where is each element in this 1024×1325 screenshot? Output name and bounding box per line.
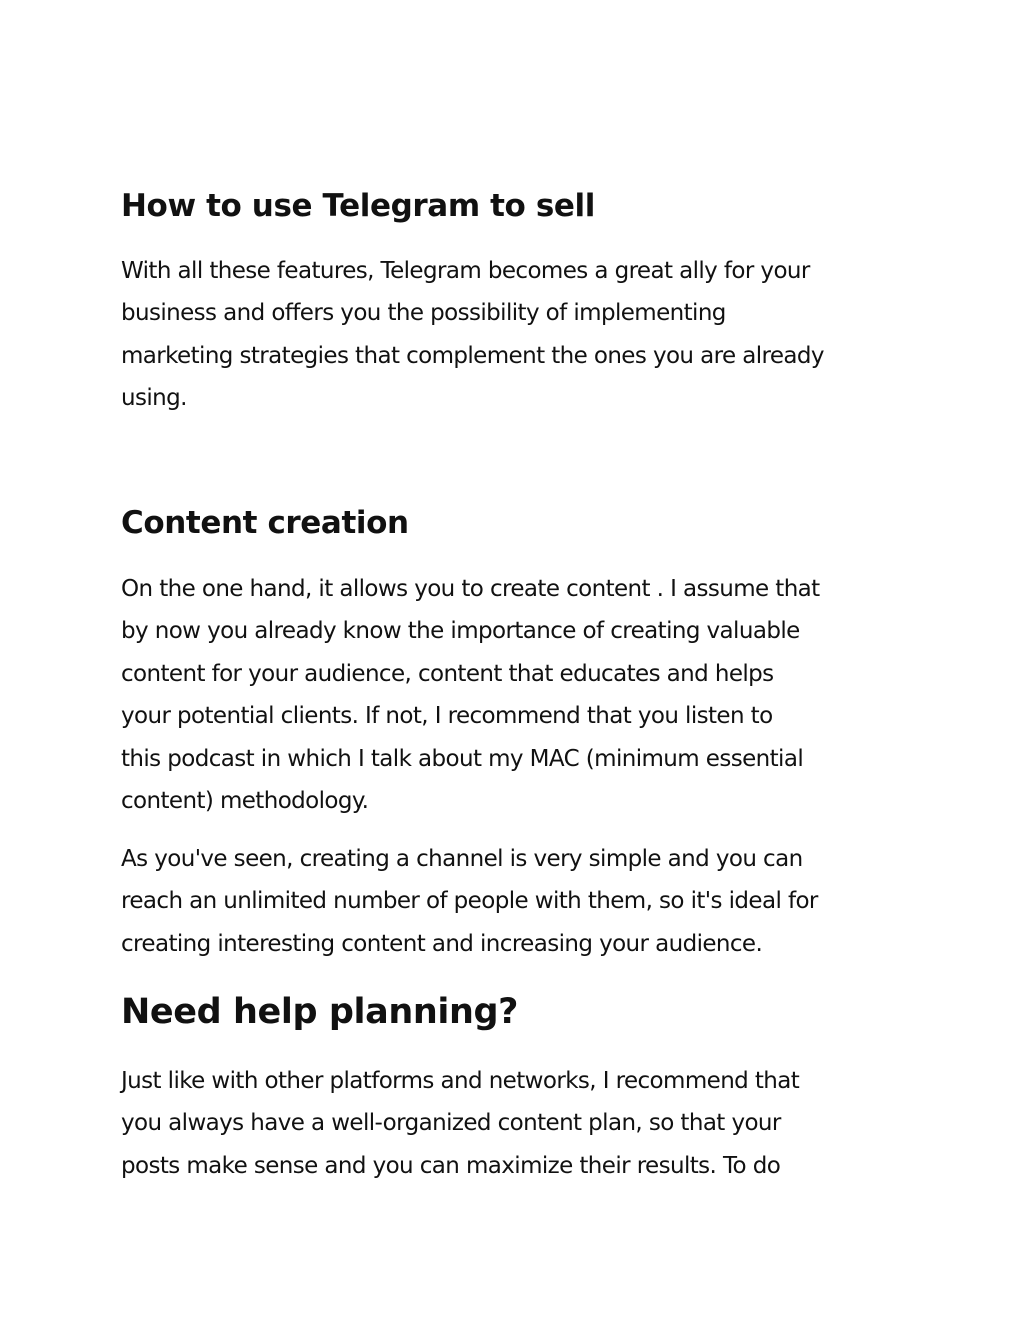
paragraph-channel-audience <box>121 838 921 965</box>
text-line: As you've seen, creating a channel is very simple and you can <box>121 846 803 872</box>
paragraph-telegram-ally <box>121 250 921 420</box>
text-line: On the one hand, it allows you to create content . I assume that <box>121 576 820 602</box>
text-line: business and offers you the possibility of implementing <box>121 300 726 327</box>
paragraph-content-plan <box>121 1060 921 1187</box>
text-line: you always have a well-organized content plan, so that your <box>121 1110 781 1137</box>
text-line: content) methodology. <box>121 788 369 815</box>
text-line: posts make sense and you can maximize their results. To do <box>121 1152 781 1179</box>
text-line: using. <box>121 385 187 412</box>
text-line: creating interesting content and increasing your audience. <box>121 930 763 957</box>
text-line: your potential clients. If not, I recommend that you listen to <box>121 703 773 730</box>
section-heading-how-to-use-telegram: How to use Telegram to sell <box>121 188 595 224</box>
text-line: content for your audience, content that educates and helps <box>121 660 774 687</box>
text-line: reach an unlimited number of people with them, so it's ideal for <box>121 888 818 915</box>
paragraph-create-content <box>121 568 921 822</box>
section-heading-need-help-planning: Need help planning? <box>121 992 519 1032</box>
text-line: by now you already know the importance of creating valuable <box>121 618 800 645</box>
text-line: With all these features, Telegram becomes a great ally for your <box>121 258 810 284</box>
text-line: marketing strategies that complement the ones you are already <box>121 342 824 369</box>
text-line: this podcast in which I talk about my MAC (minimum essential <box>121 745 804 772</box>
section-heading-content-creation: Content creation <box>121 505 409 541</box>
text-line: Just like with other platforms and networks, I recommend that <box>121 1068 800 1094</box>
